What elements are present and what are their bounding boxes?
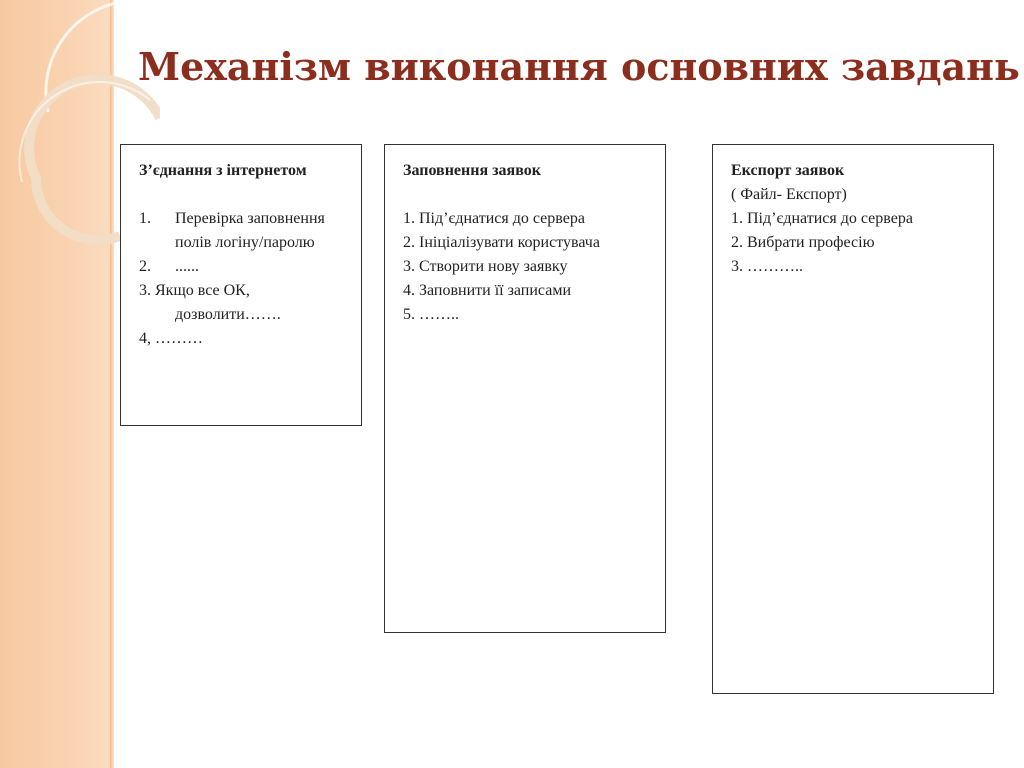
list-item-number: 3.	[139, 282, 151, 299]
box-subheading: ( Файл- Експорт)	[731, 186, 847, 203]
list-item: 2. Ініціалізувати користувача	[403, 234, 600, 251]
list-item-text: Перевірка заповнення полів логіну/паролю	[175, 210, 325, 251]
list-item-continuation: дозволити…….	[175, 306, 281, 323]
list-item-text: Якщо все ОК,	[155, 282, 250, 299]
box-heading: Заповнення заявок	[403, 162, 541, 179]
list-item: 1. Під’єднатися до сервера	[731, 210, 913, 227]
list-item	[139, 327, 351, 351]
list-item-number: 2.	[139, 258, 151, 275]
box-export-applications	[712, 144, 994, 694]
box-internet-connection	[120, 144, 362, 426]
list-item	[139, 207, 351, 255]
list-item: 1. Під’єднатися до сервера	[403, 210, 585, 227]
list-item-number: 1.	[139, 210, 151, 227]
list-item: 4. Заповнити її записами	[403, 282, 572, 299]
list-item	[139, 255, 351, 279]
list-item: 3. ………..	[731, 258, 803, 275]
box-heading: З’єднання з інтернетом	[139, 162, 307, 179]
box-heading: Експорт заявок	[731, 162, 845, 179]
slide-title: Механізм виконання основних завдань	[138, 44, 1020, 89]
list-item: 5. ……..	[403, 306, 459, 323]
box-fill-applications	[384, 144, 666, 633]
list-item: 2. Вибрати професію	[731, 234, 875, 251]
list-item-text: ………	[155, 330, 203, 347]
list-item: 3. Створити нову заявку	[403, 258, 568, 275]
list-item	[139, 279, 351, 303]
list-item-text: ......	[175, 258, 199, 275]
list-item-number: 4,	[139, 330, 151, 347]
